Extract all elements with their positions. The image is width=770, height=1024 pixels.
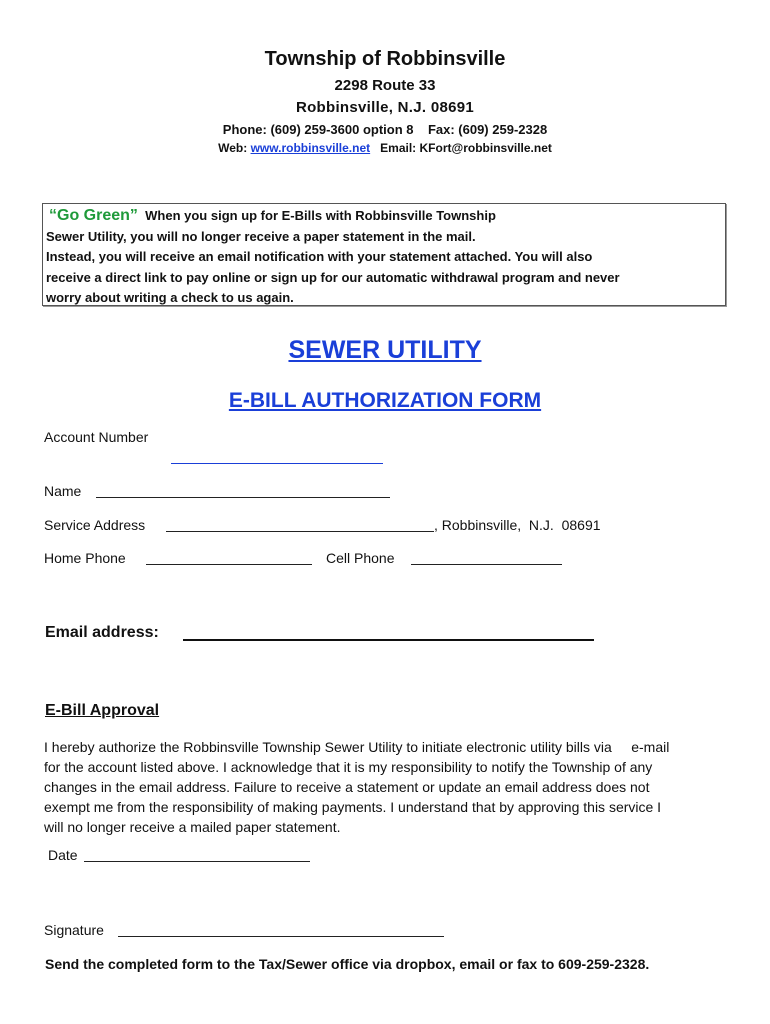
go-green-notice (42, 203, 726, 306)
email-address-field[interactable] (183, 624, 594, 641)
web-email-line (0, 141, 770, 155)
web-label: Web: (218, 141, 248, 155)
sewer-utility-heading: SEWER UTILITY (288, 336, 482, 364)
name-field[interactable] (96, 483, 390, 498)
email-contact: Email: KFort@robbinsville.net (380, 141, 552, 155)
approval-paragraph (44, 737, 734, 837)
cell-phone-field[interactable] (411, 550, 562, 565)
cell-phone-label: Cell Phone (326, 550, 395, 566)
form-title-heading: E-BILL AUTHORIZATION FORM (228, 389, 542, 412)
service-address-suffix: , Robbinsville, N.J. 08691 (434, 517, 601, 533)
home-phone-field[interactable] (146, 550, 312, 565)
name-label: Name (44, 483, 82, 499)
address-line-2: Robbinsville, N.J. 08691 (295, 99, 475, 116)
account-number-field[interactable] (171, 449, 383, 464)
approval-line-2: for the account listed above. I acknowledge that it is my responsibility to notify the Township of any (44, 759, 653, 775)
date-label: Date (48, 847, 78, 863)
notice-line-1 (46, 206, 722, 227)
notice-line-2: Sewer Utility, you will no longer receive a paper statement in the mail. (46, 228, 476, 244)
go-green-label: “Go Green” (49, 207, 138, 224)
address-line-1: 2298 Route 33 (334, 77, 436, 94)
service-address-label: Service Address (44, 517, 146, 533)
notice-line-4: receive a direct link to pay online or sign up for our automatic withdrawal program and never (46, 269, 620, 285)
signature-label: Signature (44, 922, 104, 938)
home-phone-label: Home Phone (44, 550, 126, 566)
notice-text-1: When you sign up for E-Bills with Robbinsville Township (145, 208, 496, 223)
notice-line-3: Instead, you will receive an email notification with your statement attached. You will also (46, 249, 593, 264)
approval-line-4: exempt me from the responsibility of making payments. I understand that by approving this service I (44, 799, 662, 815)
approval-line-3: changes in the email address. Failure to receive a statement or update an email address does not (44, 779, 650, 795)
ebill-approval-heading: E-Bill Approval (45, 702, 160, 719)
submission-instructions: Send the completed form to the Tax/Sewer office via dropbox, email or fax to 609-259-2328. (45, 956, 650, 972)
township-title: Township of Robbinsville (264, 48, 506, 70)
website-link[interactable]: www.robbinsville.net (250, 141, 371, 155)
approval-line-5: will no longer receive a mailed paper statement. (44, 819, 341, 835)
signature-field[interactable] (118, 922, 444, 937)
email-address-label: Email address: (45, 624, 159, 641)
phone-fax-line: Phone: (609) 259-3600 option 8 Fax: (609) 259-2328 (222, 122, 548, 137)
notice-line-5: worry about writing a check to us again. (46, 290, 294, 305)
service-address-field[interactable] (166, 517, 434, 532)
account-number-label: Account Number (44, 429, 149, 445)
approval-line-1: I hereby authorize the Robbinsville Township Sewer Utility to initiate electronic utility bills via e-mail (44, 739, 670, 755)
date-field[interactable] (84, 847, 310, 862)
